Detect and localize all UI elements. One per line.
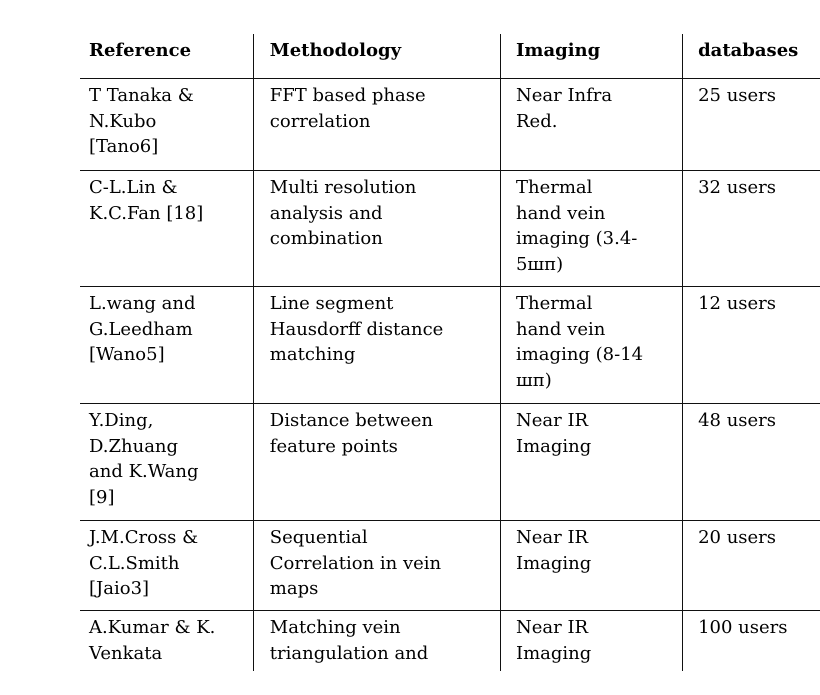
cell-line: Sequential: [269, 527, 368, 548]
cell-line: Correlation in vein: [269, 552, 442, 574]
cell-line: T Tanaka &: [89, 85, 194, 106]
cell-database: [683, 611, 820, 672]
cell-line: hand vein: [515, 202, 606, 224]
cell-line: imaging (8-14: [515, 344, 644, 365]
cell-line: Near Infra: [515, 85, 613, 106]
cell-imaging: [500, 287, 682, 404]
cell-line: imaging (3.4-: [515, 228, 638, 249]
cell-reference: [80, 404, 253, 521]
cell-database: [683, 79, 820, 171]
cell-methodology: [253, 404, 500, 521]
cell-methodology: [253, 611, 500, 672]
cell-line: 48 users: [698, 410, 777, 431]
table-body: [80, 79, 820, 672]
cell-line: 20 users: [698, 527, 777, 548]
cell-line: matching: [269, 344, 356, 365]
cell-line: D.Zhuang: [89, 435, 179, 457]
cell-line: Imaging: [515, 642, 592, 664]
cell-line: 100 users: [698, 617, 788, 638]
cell-line: Y.Ding,: [89, 410, 154, 431]
cell-line: N.Kubo: [89, 110, 157, 132]
cell-line: J.M.Cross &: [89, 527, 199, 548]
cell-reference: [80, 611, 253, 672]
cell-line: [Jaio3]: [89, 578, 150, 599]
table-row: [80, 611, 820, 672]
cell-database: [683, 521, 820, 611]
cell-line: 12 users: [698, 293, 777, 314]
cell-line: analysis and: [269, 202, 383, 224]
cell-methodology: [253, 287, 500, 404]
cell-line: K.C.Fan [18]: [89, 202, 204, 224]
cell-reference: [80, 521, 253, 611]
cell-line: L.wang and: [89, 293, 196, 314]
header-row: [80, 34, 820, 79]
cell-line: Matching vein: [269, 617, 401, 638]
cell-imaging: [500, 171, 682, 287]
cell-line: A.Kumar & K.: [89, 617, 216, 638]
cell-line: Near IR: [515, 527, 589, 548]
cell-methodology: [253, 79, 500, 171]
cell-line: шп): [515, 369, 552, 391]
cell-line: Line segment: [269, 293, 394, 314]
header-methodology: Methodology: [253, 34, 500, 79]
cell-methodology: [253, 521, 500, 611]
cell-reference: [80, 287, 253, 404]
cell-line: Red.: [515, 110, 558, 132]
table-row: [80, 79, 820, 171]
cell-line: combination: [269, 228, 383, 249]
cell-line: feature points: [269, 435, 398, 457]
cell-line: Imaging: [515, 552, 592, 574]
header-reference: Reference: [80, 34, 253, 79]
cell-line: 32 users: [698, 177, 777, 198]
cell-line: Near IR: [515, 617, 589, 638]
cell-line: FFT based phase: [269, 85, 426, 106]
cell-line: [9]: [89, 486, 115, 508]
cell-line: C.L.Smith: [89, 552, 180, 574]
table-row: [80, 171, 820, 287]
cell-line: Near IR: [515, 410, 589, 431]
cell-line: Thermal: [515, 293, 593, 314]
cell-methodology: [253, 171, 500, 287]
cell-reference: [80, 79, 253, 171]
table-row: [80, 404, 820, 521]
cell-line: triangulation and: [269, 642, 429, 664]
cell-line: hand vein: [515, 318, 606, 340]
header-imaging: Imaging: [500, 34, 682, 79]
cell-line: 25 users: [698, 85, 777, 106]
cell-line: [Tano6]: [89, 136, 159, 157]
cell-line: and K.Wang: [89, 461, 199, 482]
cell-line: maps: [269, 578, 319, 599]
cell-line: [Wano5]: [89, 344, 165, 365]
cell-imaging: [500, 404, 682, 521]
cell-line: Venkata: [89, 642, 163, 664]
cell-line: Thermal: [515, 177, 593, 198]
comparison-table: [80, 34, 820, 671]
table-row: [80, 287, 820, 404]
cell-line: Multi resolution: [269, 177, 417, 198]
header-databases: databases: [683, 34, 820, 79]
cell-imaging: [500, 521, 682, 611]
cell-database: [683, 287, 820, 404]
cell-database: [683, 404, 820, 521]
cell-database: [683, 171, 820, 287]
cell-line: 5шп): [515, 253, 564, 275]
cell-line: Distance between: [269, 410, 433, 431]
cell-line: C-L.Lin &: [89, 177, 178, 198]
cell-line: Hausdorff distance: [269, 318, 444, 340]
cell-line: G.Leedham: [89, 318, 193, 340]
table-row: [80, 521, 820, 611]
cell-imaging: [500, 79, 682, 171]
cell-imaging: [500, 611, 682, 672]
cell-line: correlation: [269, 110, 371, 132]
cell-reference: [80, 171, 253, 287]
cell-line: Imaging: [515, 435, 592, 457]
